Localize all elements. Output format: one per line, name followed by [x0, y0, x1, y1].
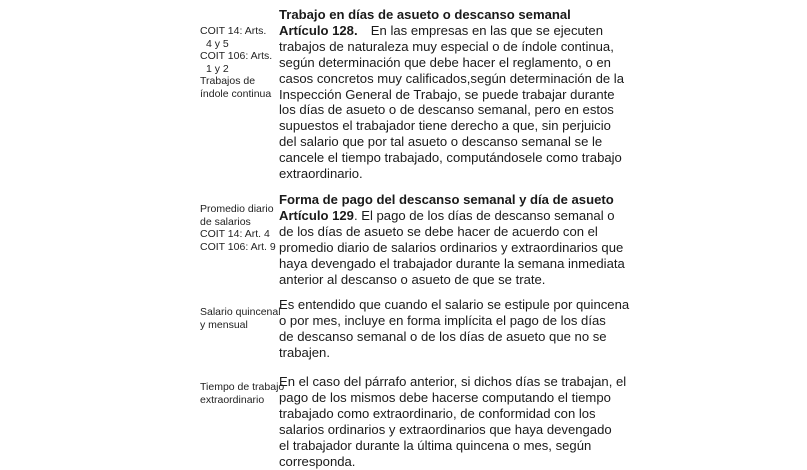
paragraph-text: . El pago de los días de descanso semanal o: [353, 207, 615, 223]
paragraph-line: Es entendido que cuando el salario se estipule por quincena: [279, 297, 630, 312]
section-heading: Forma de pago del descanso semanal y día de asueto: [279, 192, 614, 207]
margin-note-line: Tiempo de trabajo: [200, 381, 285, 393]
margin-note-line: Salario quincenal: [200, 306, 281, 318]
tiempo-paragraph: [279, 374, 627, 469]
paragraph-line: casos concretos muy calificados,según determinación de la: [279, 70, 624, 86]
margin-note-line: y mensual: [200, 318, 248, 331]
paragraph-line: o por mes, incluye en forma implícita el pago de los días: [279, 312, 606, 328]
paragraph-line: del salario que por tal asueto o descanso semanal se le: [279, 134, 603, 150]
paragraph-text: En las empresas en las que se ejecuten: [370, 22, 603, 38]
margin-note-line: 1 y 2: [206, 62, 229, 75]
paragraph-line: cancele el tiempo trabajado, computándosele como trabajo: [279, 150, 622, 166]
paragraph-line: trabajos de naturaleza muy especial o de índole continua,: [279, 38, 614, 54]
margin-note-line: índole continua: [200, 87, 272, 100]
paragraph-line: haya devengado el trabajador durante la semana inmediata: [279, 255, 625, 271]
paragraph-line: trabajen.: [279, 344, 330, 360]
paragraph-line: el trabajador durante la última quincena o mes, según: [279, 437, 592, 453]
paragraph-line: [279, 23, 603, 39]
margin-note-line: COIT 14: Art. 4: [200, 228, 270, 241]
paragraph-line: corresponda.: [279, 453, 356, 469]
paragraph-line: trabajado como extraordinario, de conformidad con los: [279, 405, 596, 421]
margin-note-line: COIT 14: Arts.: [200, 25, 267, 37]
section-heading: Trabajo en días de asueto o descanso semanal: [279, 7, 571, 22]
paragraph-line: Inspección General de Trabajo, se puede trabajar durante: [279, 86, 615, 102]
margin-note-line: de salarios: [200, 215, 251, 228]
paragraph-line: de descanso semanal o de los días de asueto que no se: [279, 328, 607, 344]
margin-note-art129: [200, 203, 276, 253]
paragraph-line: supuestos el trabajador tiene derecho a que, sin perjuicio: [279, 118, 611, 134]
margin-note-art128: [200, 25, 276, 101]
paragraph-line: según determinación que debe hacer el reglamento, o en: [279, 54, 611, 70]
article-128-block: [279, 7, 624, 182]
paragraph-line: salarios ordinarios y extraordinarios que haya devengado: [279, 421, 612, 437]
article-129-block: [279, 192, 625, 287]
margin-note-tiempo: [200, 381, 285, 406]
margin-note-line: COIT 106: Arts.: [200, 50, 273, 63]
margin-note-line: extraordinario: [200, 393, 265, 406]
margin-note-line: COIT 106: Art. 9: [200, 240, 276, 253]
article-number: Artículo 128.: [279, 22, 358, 38]
paragraph-line: extraordinario.: [279, 166, 363, 182]
margin-note-line: 4 y 5: [206, 37, 229, 50]
paragraph-line: los días de asueto o de descanso semanal, pero en estos: [279, 102, 614, 118]
paragraph-line: de los días de asueto se debe hacer de acuerdo con el: [279, 223, 598, 239]
margin-note-line: Trabajos de: [200, 75, 256, 88]
article-number: Artículo 129: [279, 207, 354, 223]
paragraph-line: pago de los mismos debe hacerse computando el tiempo: [279, 389, 611, 405]
margin-note-line: Promedio diario: [200, 203, 274, 215]
paragraph-line: anterior al descanso o asueto de que se trate.: [279, 271, 546, 287]
paragraph-line: promedio diario de salarios ordinarios y extraordinarios que: [279, 239, 624, 255]
margin-note-salario: [200, 306, 281, 331]
salario-paragraph: [279, 297, 630, 361]
paragraph-line: [279, 207, 615, 224]
paragraph-line: En el caso del párrafo anterior, si dichos días se trabajan, el: [279, 374, 627, 389]
